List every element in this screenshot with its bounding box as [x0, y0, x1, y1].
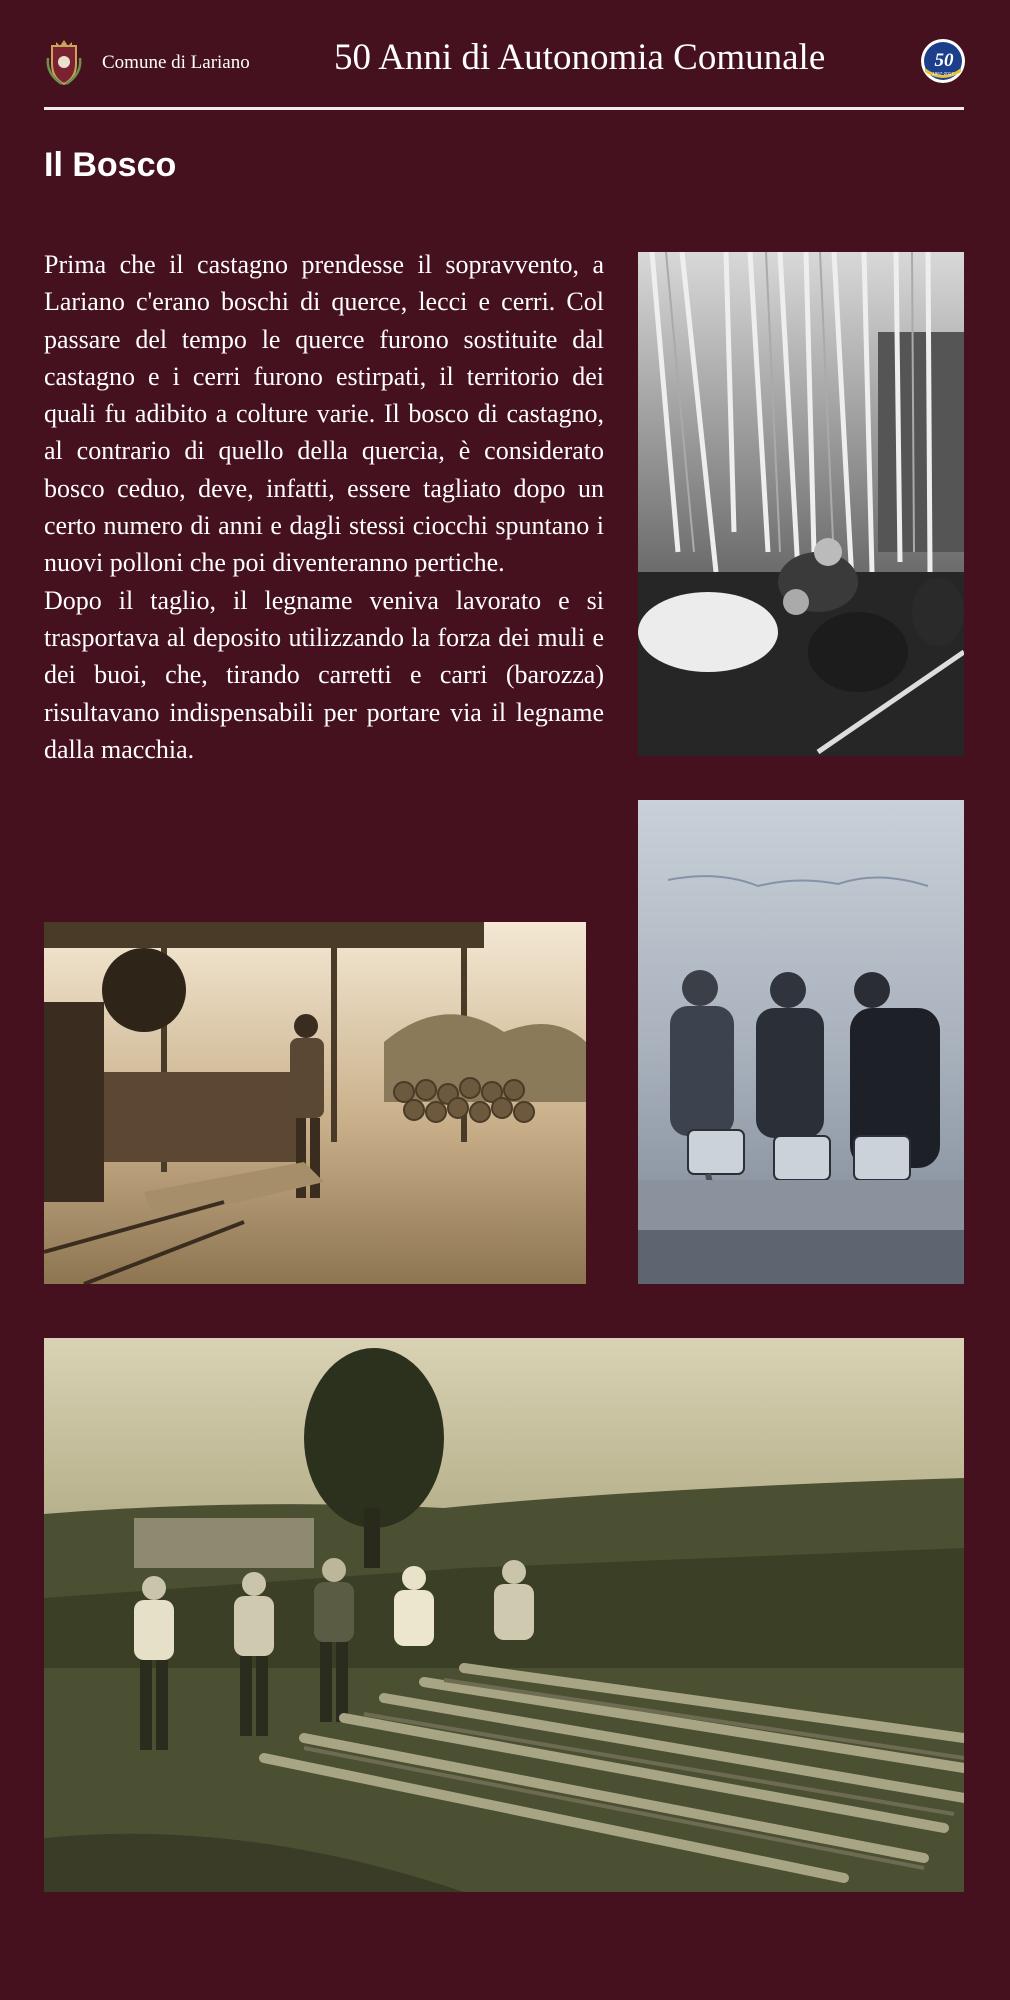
- photo-sawmill: [44, 922, 586, 1284]
- photo-log-yard: [44, 1338, 964, 1892]
- header: [44, 28, 964, 108]
- photo-woodcutters-forest: [638, 252, 964, 756]
- municipality-name: Comune di Lariano: [102, 52, 250, 73]
- anniversary-50-badge: [920, 38, 966, 84]
- badge-number: 50: [934, 50, 954, 71]
- photo-chainsaw-workers: [638, 800, 964, 1284]
- header-divider: [44, 107, 964, 110]
- paragraph-2: Dopo il taglio, il legname veniva lavorato e si trasportava al deposito utilizzando la forza dei muli e dei buoi, che, tirando carretti e carri (barozza) risultavano indispensabili per portare via il legname dalla macchia.: [44, 585, 604, 764]
- header-title: 50 Anni di Autonomia Comunale: [334, 37, 826, 78]
- municipal-crest-icon: [44, 38, 84, 86]
- paragraph-1: Prima che il castagno prendesse il sopravvento, a Lariano c'erano boschi di querce, lecci e cerri. Col passare del tempo le querce furono sostituite dal castagno e i cerri furono estirpati, il territorio dei quali fu adibito a colture varie. Il bosco di castagno, al contrario di quello della quercia, è considerato bosco ceduo, deve, infatti, essere tagliato dopo un certo numero di anni e dagli stessi ciocchi spuntano i nuovi polloni che poi diventeranno pertiche.: [44, 250, 604, 578]
- body-text: [44, 246, 604, 768]
- badge-years: 1967-2017: [932, 71, 954, 76]
- section-title: Il Bosco: [44, 146, 177, 184]
